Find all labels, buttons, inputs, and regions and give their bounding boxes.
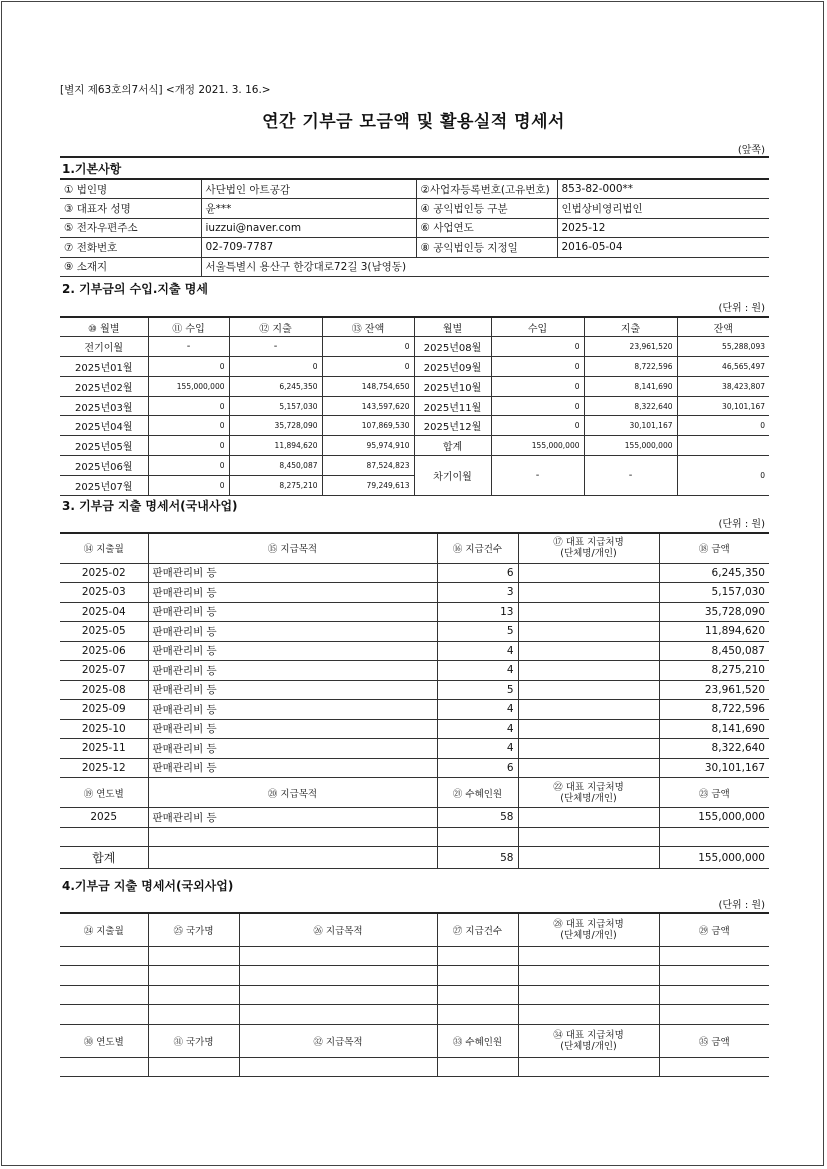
col-purpose: ⑮ 지급목적 [148,533,437,563]
unit-label: (단위 : 원) [718,303,765,314]
cell-recipient [518,700,659,720]
cell-month: 2025-03 [60,583,148,603]
col-amount: ㉙ 금액 [659,913,769,946]
cell-month: 2025-07 [60,661,148,681]
cell-income: 0 [148,416,229,436]
cell-amount: 5,157,030 [659,583,769,603]
cell-recipient [518,661,659,681]
cell-balance: 0 [322,357,414,377]
section-1-title: 1.기본사항 [62,162,122,176]
basic-info-table [60,178,769,277]
table-row [60,808,769,828]
col-recipient-2 [518,778,659,808]
col-country: ㉕ 국가명 [148,913,239,946]
label-biz-no: ②사업자등록번호(고유번호) [416,179,557,199]
cell-purpose: 판매관리비 등 [148,583,437,603]
cell-income: 0 [491,337,584,357]
cell-purpose: 판매관리비 등 [148,602,437,622]
cell-month: 2025-09 [60,700,148,720]
cell-count: 4 [437,739,518,759]
cell-purpose: 판매관리비 등 [148,563,437,583]
value-designation-date: 2016-05-04 [557,238,769,258]
cell-recipient [518,758,659,778]
col-count: ㉗ 지급건수 [437,913,518,946]
table-row [60,376,769,396]
cell-total-expense: 155,000,000 [584,436,677,456]
cell-count: 4 [437,641,518,661]
cell-count: 6 [437,563,518,583]
cell-amount: 8,722,596 [659,700,769,720]
col-purpose: ㉖ 지급목적 [239,913,437,946]
cell-count: 3 [437,583,518,603]
cell-purpose: 판매관리비 등 [148,641,437,661]
cell-month: 2025년07월 [60,475,148,495]
table-row [60,739,769,759]
col-income: ⑪ 수입 [148,317,229,337]
cell-recipient [518,739,659,759]
cell-count: 13 [437,602,518,622]
section-2-title: 2. 기부금의 수입.지출 명세 [62,282,208,296]
recipient-header-line1: ㉘ 대표 지급처명 [553,918,624,930]
col-recipient [518,533,659,563]
table-row [60,602,769,622]
table-row [60,436,769,456]
cell-month: 2025-06 [60,641,148,661]
table-row [60,416,769,436]
cell-count: 4 [437,719,518,739]
cell-purpose: 판매관리비 등 [148,622,437,642]
cell-expense: 11,894,620 [229,436,322,456]
table-row [60,985,769,1005]
cell-count: 6 [437,758,518,778]
cell-income: 0 [491,357,584,377]
table-row [60,337,769,357]
section-4-title: 4.기부금 지출 명세서(국외사업) [62,879,234,893]
cell-month: 2025-10 [60,719,148,739]
cell-count: 4 [437,700,518,720]
table-row [60,563,769,583]
cell-month: 2025-08 [60,680,148,700]
cell-recipient [518,563,659,583]
cell-total-income: 155,000,000 [491,436,584,456]
col-purpose-2: ⑳ 지급목적 [148,778,437,808]
table-row [60,1005,769,1025]
cell-expense: 5,157,030 [229,396,322,416]
cell-recipient [518,719,659,739]
cell-total-label: 합계 [60,847,148,869]
cell-amount: 8,275,210 [659,661,769,681]
table-row [60,357,769,377]
col-expense-month: ⑭ 지출월 [60,533,148,563]
col-year: ㉚ 연도별 [60,1024,148,1057]
cell-purpose: 판매관리비 등 [148,680,437,700]
cell-balance: 30,101,167 [677,396,769,416]
cell-month: 2025년04월 [60,416,148,436]
cell-purpose: 판매관리비 등 [148,719,437,739]
col-balance-2: 잔액 [677,317,769,337]
col-month-2: 월별 [414,317,491,337]
cell-recipient [518,680,659,700]
cell-amount: 35,728,090 [659,602,769,622]
table-row [60,641,769,661]
value-corp-type: 인법상비영리법인 [557,199,769,219]
cell-balance: 79,249,613 [322,475,414,495]
cell-expense: 8,141,690 [584,376,677,396]
cell-balance: 46,565,497 [677,357,769,377]
cell-income: 0 [491,376,584,396]
recipient-header-line1: ⑰ 대표 지급처명 [553,537,624,549]
table-row [60,827,769,847]
col-purpose-2: ㉜ 지급목적 [239,1024,437,1057]
cell-month: 2025년01월 [60,357,148,377]
label-fiscal-year: ⑥ 사업연도 [416,218,557,238]
cell-expense: 8,722,596 [584,357,677,377]
unit-label: (단위 : 원) [718,519,765,530]
cell-recipient [518,808,659,828]
cell-balance: 87,524,823 [322,456,414,476]
recipient-header-line2: (단체명/개인) [560,792,617,804]
form-reference: [별지 제63호의7서식] <개정 2021. 3. 16.> [60,84,271,96]
cell-balance: 143,597,620 [322,396,414,416]
cell-total-beneficiaries: 58 [437,847,518,869]
cell-expense: 35,728,090 [229,416,322,436]
recipient-header-line2: (단체명/개인) [560,1040,617,1052]
value-phone: 02-709-7787 [201,238,416,258]
section-3-title: 3. 기부금 지출 명세서(국내사업) [62,499,238,513]
col-beneficiaries: ㉑ 수혜인원 [437,778,518,808]
col-month: ⑩ 월별 [60,317,148,337]
cell-amount: 8,141,690 [659,719,769,739]
cell-expense: 6,245,350 [229,376,322,396]
cell-balance: 0 [322,337,414,357]
cell-month: 2025년12월 [414,416,491,436]
cell-expense: 0 [229,357,322,377]
cell-carry-expense: - [584,456,677,496]
value-fiscal-year: 2025-12 [557,218,769,238]
cell-month: 2025년10월 [414,376,491,396]
domestic-expense-table [60,532,769,869]
cell-total-label: 합계 [414,436,491,456]
cell-month: 2025-11 [60,739,148,759]
cell-income: 0 [491,416,584,436]
cell-expense: 23,961,520 [584,337,677,357]
cell-expense: - [229,337,322,357]
cell-expense: 8,322,640 [584,396,677,416]
cell-month: 2025-04 [60,602,148,622]
col-expense: ⑫ 지출 [229,317,322,337]
recipient-header-line2: (단체명/개인) [560,929,617,941]
cell-month: 2025년08월 [414,337,491,357]
value-email: iuzzui@naver.com [201,218,416,238]
cell-amount: 8,322,640 [659,739,769,759]
cell-income: 0 [148,436,229,456]
cell-purpose: 판매관리비 등 [148,758,437,778]
cell-amount: 23,961,520 [659,680,769,700]
cell-total-balance [677,436,769,456]
col-income-2: 수입 [491,317,584,337]
cell-amount: 155,000,000 [659,808,769,828]
cell-purpose: 판매관리비 등 [148,739,437,759]
cell-amount: 11,894,620 [659,622,769,642]
value-address: 서울특별시 용산구 한강대로72길 3(남영동) [201,257,769,277]
table-row [60,758,769,778]
cell-balance: 148,754,650 [322,376,414,396]
col-amount: ⑱ 금액 [659,533,769,563]
cell-expense: 8,275,210 [229,475,322,495]
cell-recipient [518,622,659,642]
col-amount-2: ㉟ 금액 [659,1024,769,1057]
col-expense-2: 지출 [584,317,677,337]
cell-month: 2025년09월 [414,357,491,377]
cell-income: 0 [491,396,584,416]
col-amount-2: ㉓ 금액 [659,778,769,808]
value-biz-no: 853-82-000** [557,179,769,199]
cell-month: 2025-02 [60,563,148,583]
cell-recipient [518,583,659,603]
document-title: 연간 기부금 모금액 및 활용실적 명세서 [262,112,565,132]
cell-month: 2025-05 [60,622,148,642]
cell-amount: 30,101,167 [659,758,769,778]
table-row [60,622,769,642]
recipient-header-line2: (단체명/개인) [560,548,617,560]
label-phone: ⑦ 전화번호 [60,238,201,258]
cell-balance: 107,869,530 [322,416,414,436]
cell-month: 2025년05월 [60,436,148,456]
cell-beneficiaries: 58 [437,808,518,828]
table-row [60,700,769,720]
cell-income: 0 [148,357,229,377]
table-row [60,680,769,700]
cell-amount: 6,245,350 [659,563,769,583]
cell-month: 2025년11월 [414,396,491,416]
table-row [60,966,769,986]
cell-balance: 55,288,093 [677,337,769,357]
cell-income: - [148,337,229,357]
col-balance: ⑬ 잔액 [322,317,414,337]
income-expense-table [60,316,769,496]
cell-month: 2025년02월 [60,376,148,396]
label-rep-name: ③ 대표자 성명 [60,199,201,219]
col-recipient [518,913,659,946]
table-row [60,719,769,739]
value-corp-name: 사단법인 아트공감 [201,179,416,199]
col-country-2: ㉛ 국가명 [148,1024,239,1057]
cell-balance: 38,423,807 [677,376,769,396]
foreign-expense-table [60,912,769,1077]
label-email: ⑤ 전자우편주소 [60,218,201,238]
recipient-header-line1: ㉒ 대표 지급처명 [553,781,624,793]
cell-month: 전기이월 [60,337,148,357]
table-row [60,946,769,966]
section-rule [60,156,769,158]
cell-purpose: 판매관리비 등 [148,808,437,828]
cell-total-amount: 155,000,000 [659,847,769,869]
cell-carry-balance: 0 [677,456,769,496]
col-count: ⑯ 지급건수 [437,533,518,563]
col-beneficiaries: ㉝ 수혜인원 [437,1024,518,1057]
cell-carry-income: - [491,456,584,496]
table-row [60,661,769,681]
table-row [60,1057,769,1077]
col-expense-month: ㉔ 지출월 [60,913,148,946]
cell-month: 2025년03월 [60,396,148,416]
cell-balance: 95,974,910 [322,436,414,456]
cell-month: 2025년06월 [60,456,148,476]
col-year: ⑲ 연도별 [60,778,148,808]
label-designation-date: ⑧ 공익법인등 지정일 [416,238,557,258]
cell-year: 2025 [60,808,148,828]
cell-recipient [518,641,659,661]
cell-expense: 30,101,167 [584,416,677,436]
cell-purpose: 판매관리비 등 [148,700,437,720]
table-row [60,396,769,416]
cell-amount: 8,450,087 [659,641,769,661]
cell-income: 0 [148,456,229,476]
table-row [60,456,769,476]
cell-carry-label: 차기이월 [414,456,491,496]
label-address: ⑨ 소재지 [60,257,201,277]
cell-purpose: 판매관리비 등 [148,661,437,681]
cell-month: 2025-12 [60,758,148,778]
cell-count: 4 [437,661,518,681]
cell-recipient [518,602,659,622]
value-rep-name: 윤*** [201,199,416,219]
cell-count: 5 [437,680,518,700]
cell-count: 5 [437,622,518,642]
cell-income: 155,000,000 [148,376,229,396]
label-corp-type: ④ 공익법인등 구분 [416,199,557,219]
label-corp-name: ① 법인명 [60,179,201,199]
total-row [60,847,769,869]
cell-income: 0 [148,475,229,495]
cell-expense: 8,450,087 [229,456,322,476]
unit-label: (단위 : 원) [718,900,765,911]
front-page-marker: (앞쪽) [737,145,765,156]
cell-income: 0 [148,396,229,416]
cell-balance: 0 [677,416,769,436]
col-recipient-2 [518,1024,659,1057]
recipient-header-line1: ㉞ 대표 지급처명 [553,1029,624,1041]
table-row [60,583,769,603]
